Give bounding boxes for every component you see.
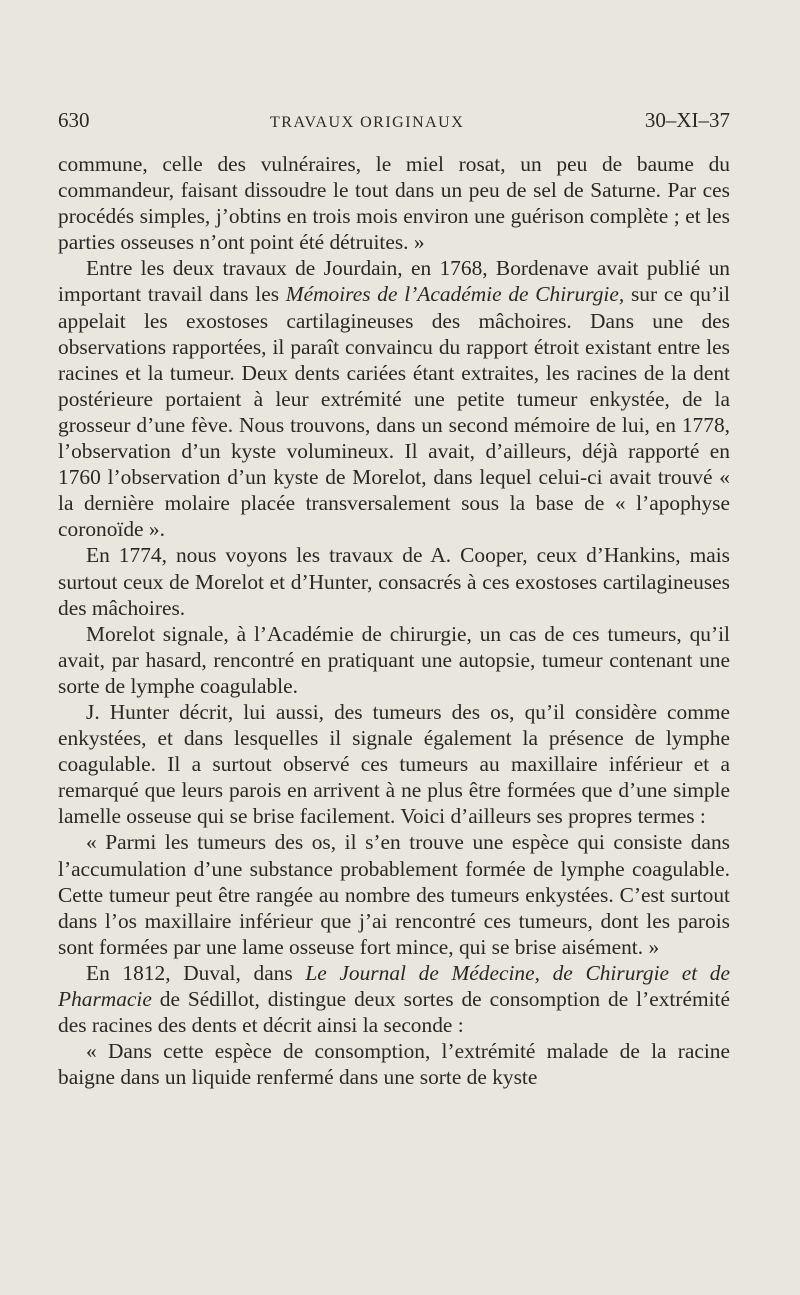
issue-date: 30–XI–37 (644, 108, 730, 132)
running-title: TRAVAUX ORIGINAUX (270, 114, 465, 131)
paragraph-5: J. Hunter décrit, lui aussi, des tumeurs des os, qu’il considère comme enkystées, et dans lesquelles il signale également la présence de lymphe coagulable. Il a surtout observé ces tumeurs au maxillaire inférieur et a remarqué que leurs parois en arrivent à ne plus être formées que d’une simple lamelle osseuse qui se brise facilement. Voici d’ailleurs ses propres termes : (58, 699, 730, 829)
journal-title-memoires: Mémoires de l’Académie de Chirurgie, (285, 282, 625, 307)
paragraph-7 (58, 960, 730, 1038)
paragraph-2 (58, 255, 730, 542)
journal-title-medecine: Le Journal de Médecine, de Chirurgie et de Pharmacie (58, 960, 730, 1011)
paragraph-8-quote: « Dans cette espèce de consomption, l’extrémité malade de la racine baigne dans un liquide renfermé dans une sorte de kyste (58, 1039, 730, 1090)
paragraph-6-quote: « Parmi les tumeurs des os, il s’en trouve une espèce qui consiste dans l’accumulation d’une substance probablement formée de lymphe coagulable. Cette tumeur peut être rangée au nombre des tumeurs enkystées. C’est surtout dans l’os maxillaire inférieur que j’ai rencontré ces tumeurs, dont les parois sont formées par une lame osseuse fort mince, qui se brise aisément. » (58, 830, 730, 959)
page-header (58, 108, 730, 133)
paragraph-7-rest: de Sédillot, distingue deux sortes de consomption de l’extrémité des racines des dents et décrit ainsi la seconde : (58, 987, 730, 1038)
paragraph-2-start: Entre les deux travaux de Jourdain, en 1768, Bordenave avait publié un important travail dans les (58, 256, 730, 307)
page-number: 630 (58, 108, 90, 132)
paragraph-4: Morelot signale, à l’Académie de chirurgie, un cas de ces tumeurs, qu’il avait, par hasard, rencontré en pratiquant une autopsie, tumeur contenant une sorte de lymphe coagulable. (58, 621, 730, 698)
paragraph-2-rest: sur ce qu’il appelait les exostoses cartilagineuses des mâchoires. Dans une des observations rapportées, il paraît convaincu du rapport étroit existant entre les racines et la tumeur. Deux dents cariées étant extraites, les racines de la dent postérieure portaient à leur extrémité une petite tumeur enkystée, de la grosseur d’une fève. Nous trouvons, dans un second mémoire de lui, en 1778, l’observation d’un kyste volumineux. Il avait, d’ailleurs, déjà rapporté en 1760 l’observation d’un kyste de Morelot, dans lequel celui-ci avait trouvé « la dernière molaire placée transversalement sous la base de « l’apophyse coronoïde ». (58, 282, 730, 542)
paragraph-3: En 1774, nous voyons les travaux de A. Cooper, ceux d’Hankins, mais surtout ceux de Morelot et d’Hunter, consacrés à ces exostoses cartilagineuses des mâchoires. (58, 543, 730, 620)
body-text (58, 151, 730, 1090)
paragraph-1: commune, celle des vulnéraires, le miel rosat, un peu de baume du commandeur, faisant dissoudre le tout dans un peu de sel de Saturne. Par ces procédés simples, j’obtins en trois mois environ une guérison complète ; et les parties osseuses n’ont point été détruites. » (58, 152, 730, 255)
paragraph-7-start: En 1812, Duval, dans (86, 960, 306, 985)
